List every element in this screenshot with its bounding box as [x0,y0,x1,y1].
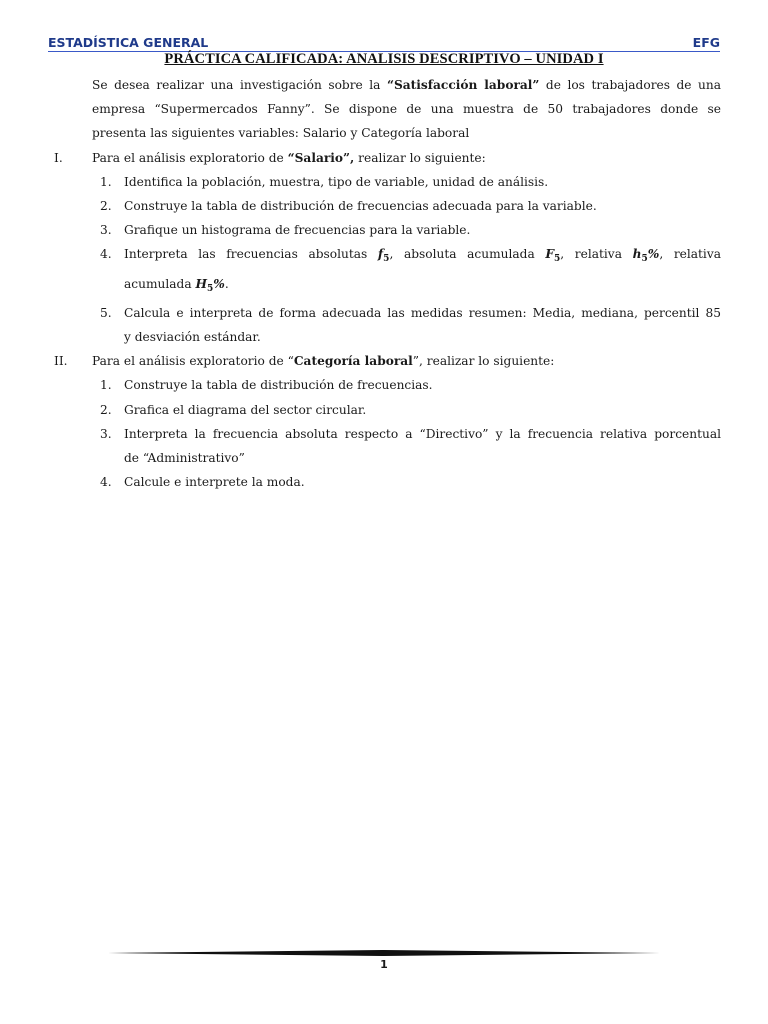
intro-emphasis: “Satisfacción laboral” [386,78,540,92]
list-item: 4. Interpreta las frecuencias absolutas $f_5$, absoluta acumulada $F_5$, relativa $h_5\%$, relativa acumulada $H_5\%$. [48,242,721,300]
section-1 [48,146,721,170]
math-F5: $F_5$ [545,247,561,265]
list-item: 1. Construye la tabla de distribución de frecuencias. [100,378,433,393]
math-H5-percent: $H_5\%$ [195,276,225,294]
item-4-line-1: Interpreta las frecuencias absolutas $f_5$, absoluta acumulada $F_5$, relativa $h_5\%$, relativa [124,247,721,265]
intro-line-1: Se desea realizar una investigación sobre la “Satisfacción laboral” de los trabajadores de una [92,78,721,92]
section-1-numeral: I. [54,150,63,165]
footer-divider [108,950,660,956]
section-2 [48,349,721,373]
header-initials: EFG [692,35,720,50]
math-h5-percent: $h_5\%$ [632,247,660,265]
list-item: 1. Identifica la población, muestra, tipo de variable, unidad de análisis. [100,174,549,189]
page-header [48,35,720,52]
intro-line-2: empresa “Supermercados Fanny”. Se dispone de una muestra de 50 trabajadores donde se [92,102,721,117]
list-item: 2. Grafica el diagrama del sector circular. [100,402,367,417]
intro-line-3: presenta las siguientes variables: Salario y Categoría laboral [92,126,470,141]
list-item: 4. Calcule e interprete la moda. [100,475,305,490]
list-item: 3. Grafique un histograma de frecuencias para la variable. [100,223,471,238]
section-2-heading: Para el análisis exploratorio de “Categoría laboral”, realizar lo siguiente: [92,354,555,369]
section-1-heading: Para el análisis exploratorio de “Salario”, realizar lo siguiente: [92,150,486,165]
item-4-line-2: acumulada $H_5\%$. [124,276,229,294]
list-item: 5. Calcula e interpreta de forma adecuada las medidas resumen: Media, mediana, percentil 85 y desviación estándar. [100,305,721,345]
math-f5: $f_5$ [377,247,390,265]
document-body [48,73,721,494]
list-item: 3. Interpreta la frecuencia absoluta respecto a “Directivo” y la frecuencia relativa porcentual de “Administrativo” [100,426,721,466]
page-number: 1 [380,958,388,971]
document-title: PRÁCTICA CALIFICADA: ANALISIS DESCRIPTIVO – UNIDAD I [164,51,604,67]
list-item: 2. Construye la tabla de distribución de frecuencias adecuada para la variable. [100,199,597,214]
section-2-numeral: II. [54,354,68,369]
section-1-list [48,170,721,349]
header-course: ESTADÍSTICA GENERAL [48,35,209,50]
intro-paragraph [92,73,721,146]
section-2-list [48,373,721,494]
